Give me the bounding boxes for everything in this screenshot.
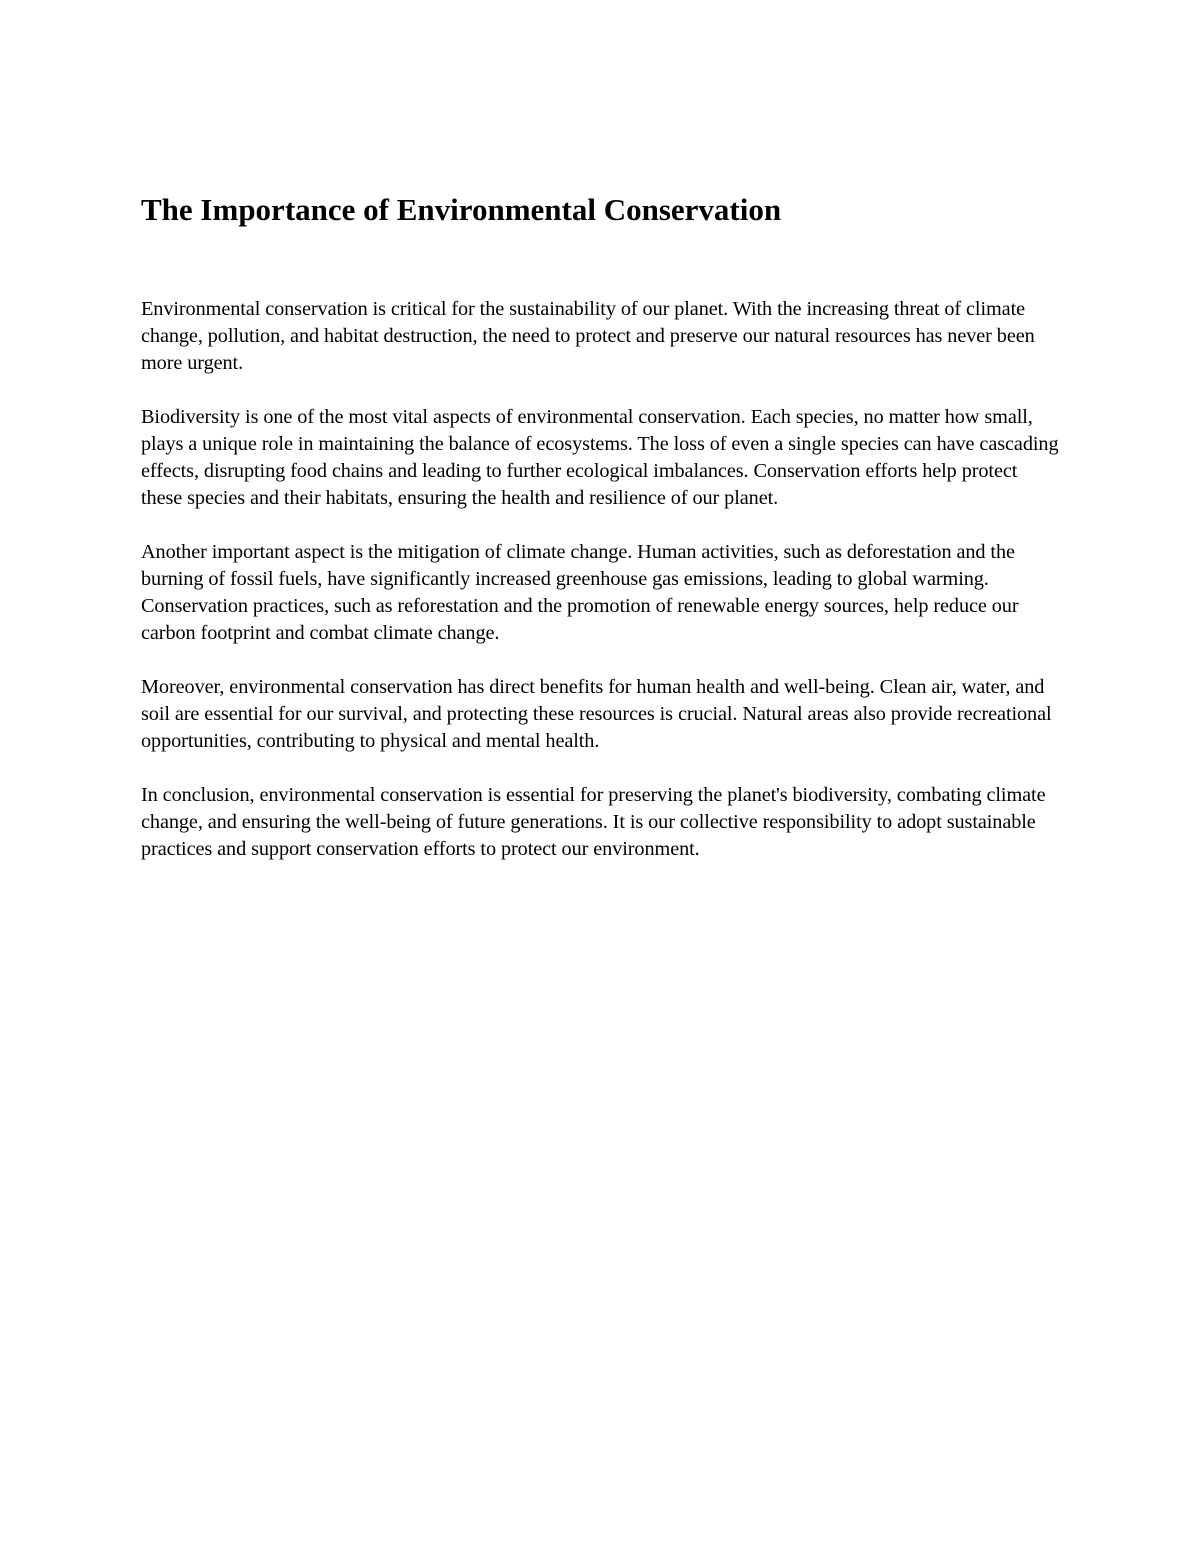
paragraph-biodiversity: Biodiversity is one of the most vital aspects of environmental conservation. Each species, no matter how small, plays a unique role in maintaining the balance of ecosystems. The loss of even a single species can have cascading effects, disrupting food chains and leading to further ecological imbalances. Conservation efforts help protect these species and their habitats, ensuring the health and resilience of our planet. xyxy=(141,406,1059,509)
document-title: The Importance of Environmental Conservation xyxy=(141,192,782,227)
paragraph-conclusion: In conclusion, environmental conservation is essential for preserving the planet's biodiversity, combating climate change, and ensuring the well-being of future generations. It is our collective responsibility to adopt sustainable practices and support conservation efforts to protect our environment. xyxy=(141,784,1046,860)
paragraph-climate-change: Another important aspect is the mitigation of climate change. Human activities, such as deforestation and the burning of fossil fuels, have significantly increased greenhouse gas emissions, leading to global warming. Conservation practices, such as reforestation and the promotion of renewable energy sources, help reduce our carbon footprint and combat climate change. xyxy=(141,541,1019,644)
paragraph-human-health: Moreover, environmental conservation has direct benefits for human health and well-being. Clean air, water, and soil are essential for our survival, and protecting these resources is crucial. Natural areas also provide recreational opportunities, contributing to physical and mental health. xyxy=(141,676,1052,752)
document-body xyxy=(141,190,1061,890)
paragraph-intro: Environmental conservation is critical for the sustainability of our planet. With the increasing threat of climate change, pollution, and habitat destruction, the need to protect and preserve our natural resources has never been more urgent. xyxy=(141,298,1035,374)
